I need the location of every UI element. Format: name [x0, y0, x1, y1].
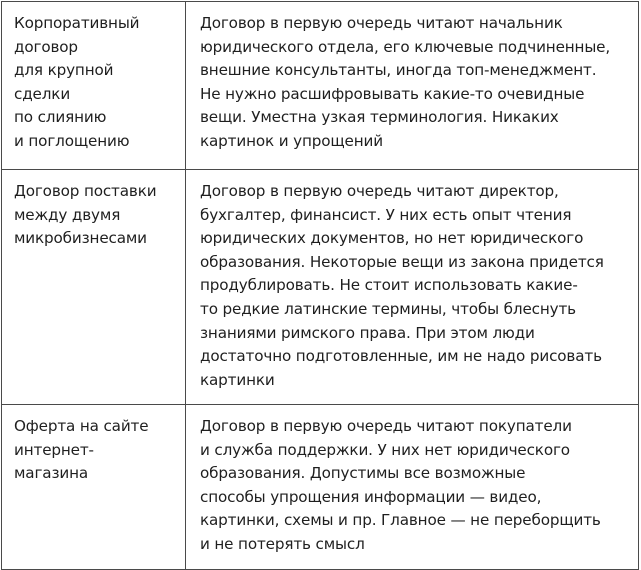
- audience-description-cell: [186, 405, 639, 570]
- description-line: картинок и упрощений: [200, 131, 383, 150]
- contract-type-cell: [2, 170, 186, 405]
- audience-description-cell: [186, 170, 639, 405]
- contract-type-cell: [2, 2, 186, 170]
- description-line: способы упрощения информации — видео,: [200, 487, 542, 506]
- description-line: Договор в первую очередь читают начальник: [200, 14, 563, 32]
- description-line: и служба поддержки. У них нет юридического: [200, 440, 570, 459]
- table-row: [2, 2, 639, 170]
- contract-type-line: между двумя: [14, 205, 121, 224]
- description-line: внешние консультанты, иногда топ-менеджмент.: [200, 61, 597, 80]
- contract-type-cell: [2, 405, 186, 570]
- contract-audience-table: [1, 1, 639, 570]
- description-line: образования. Допустимы все возможные: [200, 464, 526, 483]
- contract-type-line: Договор поставки: [14, 182, 157, 200]
- description-line: картинки: [200, 370, 275, 389]
- contract-type-line: договор: [14, 37, 78, 56]
- contract-type-line: интернет-: [14, 440, 94, 459]
- contract-type-line: магазина: [14, 464, 89, 483]
- contract-type-line: и поглощению: [14, 131, 130, 150]
- table-row: [2, 405, 639, 570]
- table-row: [2, 170, 639, 405]
- description-line: Договор в первую очередь читают покупатели: [200, 417, 572, 435]
- description-line: картинки, схемы и пр. Главное — не переборщить: [200, 511, 601, 530]
- contract-type-line: по слиянию: [14, 108, 107, 127]
- description-line: продублировать. Не стоит использовать какие-: [200, 276, 578, 295]
- contract-type-line: для крупной: [14, 61, 114, 80]
- description-line: и не потерять смысл: [200, 534, 365, 553]
- description-line: Не нужно расшифровывать какие-то очевидные: [200, 84, 585, 103]
- description-line: знаниями римского права. При этом люди: [200, 323, 535, 342]
- description-line: достаточно подготовленные, им не надо рисовать: [200, 347, 602, 366]
- description-line: юридического отдела, его ключевые подчиненные,: [200, 37, 611, 56]
- contract-type-line: Корпоративный: [14, 14, 140, 32]
- description-line: Договор в первую очередь читают директор,: [200, 182, 559, 200]
- contract-type-line: микробизнесами: [14, 229, 147, 248]
- description-line: юридических документов, но нет юридического: [200, 229, 584, 248]
- description-line: образования. Некоторые вещи из закона придется: [200, 252, 604, 271]
- description-line: бухгалтер, финансист. У них есть опыт чтения: [200, 205, 572, 224]
- contract-type-line: Оферта на сайте: [14, 417, 149, 435]
- audience-description-cell: [186, 2, 639, 170]
- description-line: то редкие латинские термины, чтобы блеснуть: [200, 299, 576, 318]
- description-line: вещи. Уместна узкая терминология. Никаких: [200, 108, 559, 127]
- contract-type-line: сделки: [14, 84, 71, 103]
